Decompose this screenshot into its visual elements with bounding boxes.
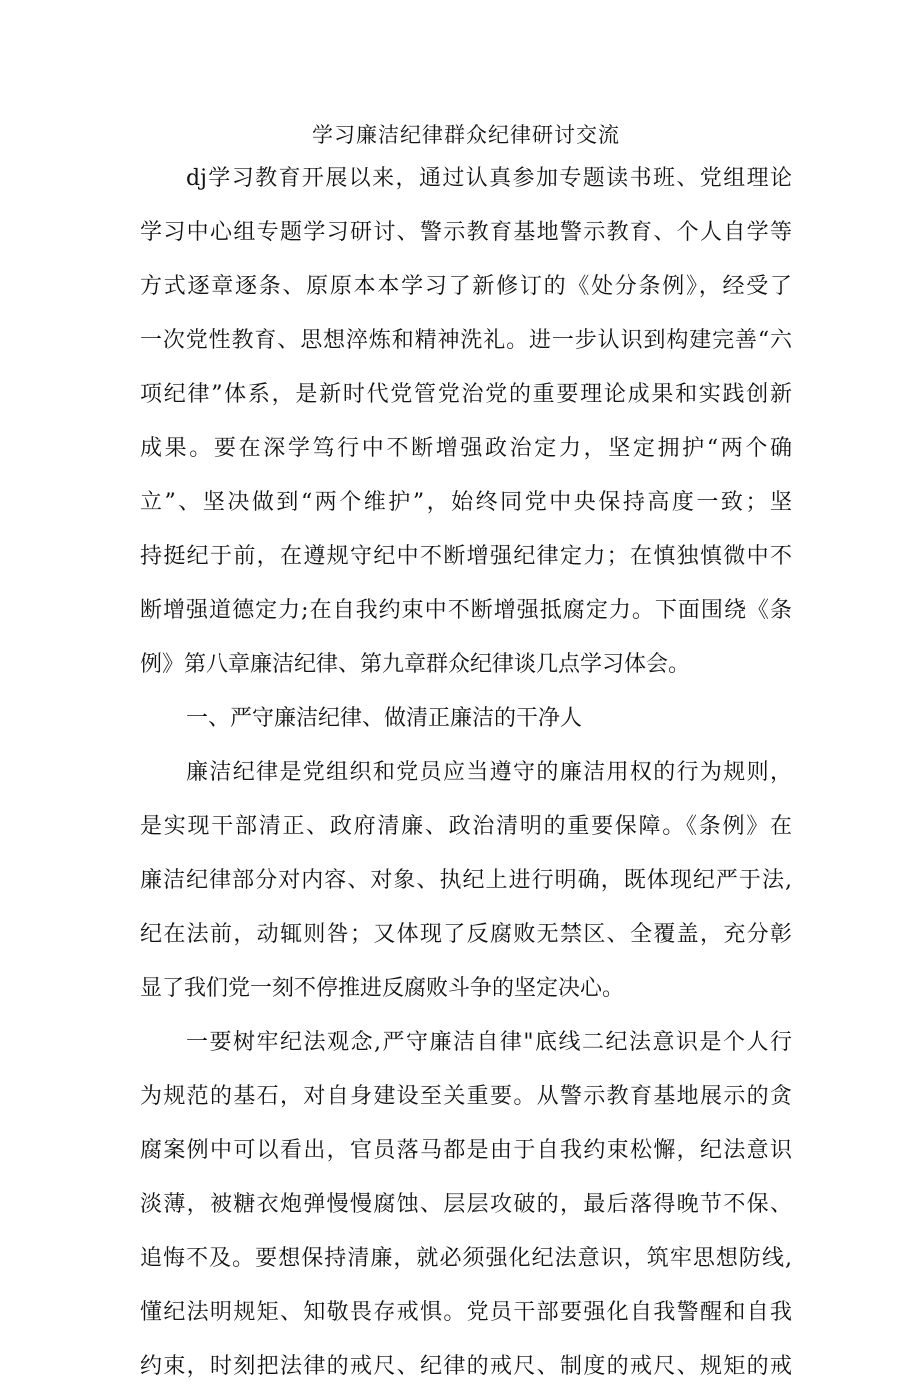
body-text-line: 追悔不及。要想保持清廉，就必须强化纪法意识，筑牢思想防线, <box>140 1246 792 1271</box>
body-text-line: 淡薄，被糖衣炮弹慢慢腐蚀、层层攻破的，最后落得晚节不保、 <box>140 1192 792 1217</box>
body-text-line: 方式逐章逐条、原原本本学习了新修订的《处分条例》，经受了 <box>140 274 792 299</box>
body-text-line: 持挺纪于前，在遵规守纪中不断增强纪律定力；在慎独慎微中不 <box>140 544 792 569</box>
body-text-line: 廉洁纪律是党组织和党员应当遵守的廉洁用权的行为规则， <box>186 760 792 785</box>
body-text-line: 断增强道德定力;在自我约束中不断增强抵腐定力。下面围绕《条 <box>140 598 792 623</box>
body-text-line: 一次党性教育、思想淬炼和精神洗礼。进一步认识到构建完善“六 <box>140 328 792 353</box>
body-text-line: 成果。要在深学笃行中不断增强政治定力，坚定拥护“两个确 <box>140 436 792 461</box>
body-text-line: dj学习教育开展以来，通过认真参加专题读书班、党组理论 <box>186 166 792 191</box>
body-text-line: 学习中心组专题学习研讨、警示教育基地警示教育、个人自学等 <box>140 220 792 245</box>
body-text-line: 立”、坚决做到“两个维护”，始终同党中央保持高度一致；坚 <box>140 490 792 515</box>
body-text-line: 是实现干部清正、政府清廉、政治清明的重要保障。《条例》在 <box>140 814 792 839</box>
body-text-line: 为规范的基石，对自身建设至关重要。从警示教育基地展示的贪 <box>140 1084 792 1109</box>
body-text-line: 廉洁纪律部分对内容、对象、执纪上进行明确，既体现纪严于法, <box>140 868 792 893</box>
body-text-line: 腐案例中可以看出，官员落马都是由于自我约束松懈，纪法意识 <box>140 1138 792 1163</box>
document-title: 学习廉洁纪律群众纪律研讨交流 <box>312 123 620 147</box>
body-text-line: 显了我们党一刻不停推进反腐败斗争的坚定决心。 <box>140 976 625 1001</box>
body-text-line: 一、严守廉洁纪律、做清正廉洁的干净人 <box>186 706 583 731</box>
body-text-line: 一要树牢纪法观念,严守廉洁自律"底线二纪法意识是个人行 <box>186 1030 792 1055</box>
body-text-line: 项纪律”体系，是新时代党管党治党的重要理论成果和实践创新 <box>140 382 792 407</box>
body-text-line: 懂纪法明规矩、知敬畏存戒惧。党员干部要强化自我警醒和自我 <box>140 1300 792 1325</box>
body-text-line: 纪在法前，动辄则咎；又体现了反腐败无禁区、全覆盖，充分彰 <box>140 922 792 947</box>
body-text-line: 约束，时刻把法律的戒尺、纪律的戒尺、制度的戒尺、规矩的戒 <box>140 1354 792 1379</box>
body-text-line: 例》第八章廉洁纪律、第九章群众纪律谈几点学习体会。 <box>140 652 691 677</box>
